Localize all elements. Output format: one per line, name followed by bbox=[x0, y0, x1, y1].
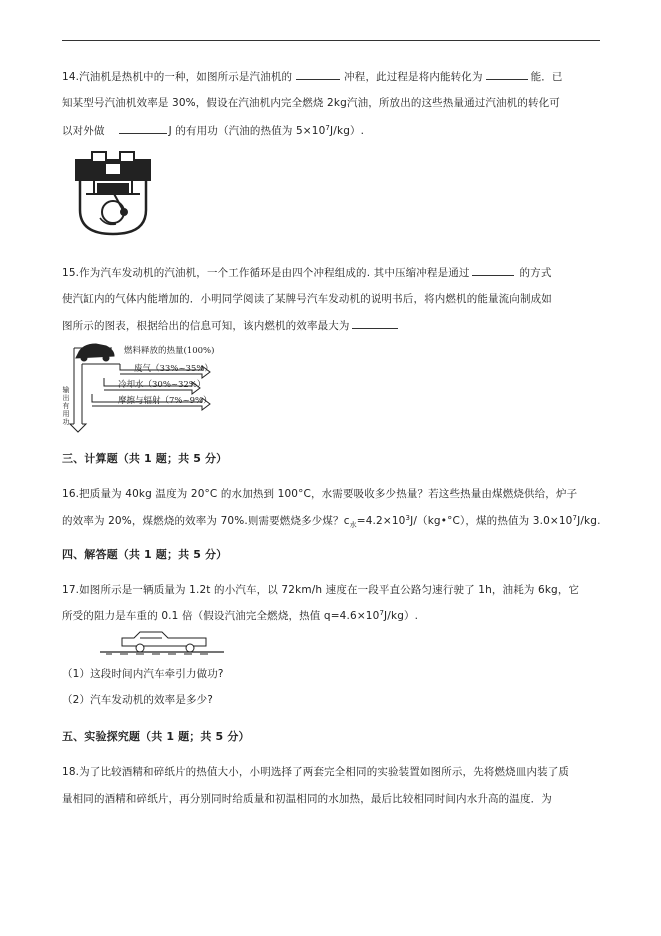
q15-text: 使汽缸内的气体内能增加的．小明同学阅读了某牌号汽车发动机的说明书后，将内燃机的能量流向制成如 bbox=[62, 293, 552, 305]
flow-label-useful-work: 输 出 有 用 功 bbox=[62, 386, 70, 426]
engine-stroke-figure bbox=[70, 150, 156, 238]
q15-blank-2[interactable] bbox=[352, 317, 398, 329]
section-4-heading: 四、解答题（共 1 题；共 5 分） bbox=[62, 548, 228, 561]
q14-text: J/kg）. bbox=[330, 125, 365, 137]
flow-label-fuel: 燃料释放的热量(100%) bbox=[124, 346, 215, 356]
q14-text: 冲程，此过程是将内能转化为 bbox=[344, 71, 483, 83]
q14-blank-1[interactable] bbox=[296, 68, 340, 80]
q14-text: 知某型号汽油机效率是 30%，假设在汽油机内完全燃烧 2kg汽油，所放出的这些热量通过汽油机的转化可 bbox=[62, 97, 560, 109]
energy-flow-diagram bbox=[62, 340, 232, 434]
q15-text: 图所示的图表，根据给出的信息可知，该内燃机的效率最大为 bbox=[62, 320, 350, 332]
q17-text: 17.如图所示是一辆质量为 1.2t 的小汽车，以 72km/h 速度在一段平直公路匀速行驶了 1h，油耗为 6kg，它 bbox=[62, 584, 580, 596]
car-on-road-figure bbox=[100, 626, 224, 656]
header-rule bbox=[62, 40, 600, 41]
q17-subquestion-1: （1）这段时间内汽车牵引力做功? bbox=[62, 668, 224, 680]
q14-blank-3[interactable] bbox=[119, 122, 167, 134]
flow-label-coolant: 冷却水（30%~32%） bbox=[118, 380, 206, 390]
q14-text: 14.汽油机是热机中的一种，如图所示是汽油机的 bbox=[62, 71, 293, 83]
section-3-heading: 三、计算题（共 1 题；共 5 分） bbox=[62, 452, 228, 465]
q14-text: 以对外做 bbox=[62, 125, 105, 137]
flow-label-exhaust: 废气（33%~35%） bbox=[134, 364, 213, 374]
q18-text: 18.为了比较酒精和碎纸片的热值大小，小明选择了两套完全相同的实验装置如图所示，先将燃烧皿内装了质 bbox=[62, 766, 570, 778]
section-5-heading: 五、实验探究题（共 1 题；共 5 分） bbox=[62, 730, 250, 743]
q17-subquestion-2: （2）汽车发动机的效率是多少? bbox=[62, 694, 214, 706]
q15-blank-1[interactable] bbox=[472, 264, 514, 276]
q18-text: 量相同的酒精和碎纸片，再分别同时给质量和初温相同的水加热，最后比较相同时间内水升高的温度．为 bbox=[62, 793, 552, 805]
flow-label-friction: 摩擦与辐射（7%~9%） bbox=[118, 396, 212, 406]
q14-text: J 的有用功（汽油的热值为 5×10 bbox=[168, 125, 326, 137]
q15-text: 的方式 bbox=[519, 267, 552, 279]
q16-text: 16.把质量为 40kg 温度为 20°C 的水加热到 100°C，水需要吸收多少热量？若这些热量由煤燃烧供给，炉子 bbox=[62, 488, 578, 500]
q14-blank-2[interactable] bbox=[486, 68, 528, 80]
q14-text: 能．已 bbox=[530, 71, 563, 83]
q15-text: 15.作为汽车发动机的汽油机，一个工作循环是由四个冲程组成的. 其中压缩冲程是通过 bbox=[62, 267, 470, 279]
